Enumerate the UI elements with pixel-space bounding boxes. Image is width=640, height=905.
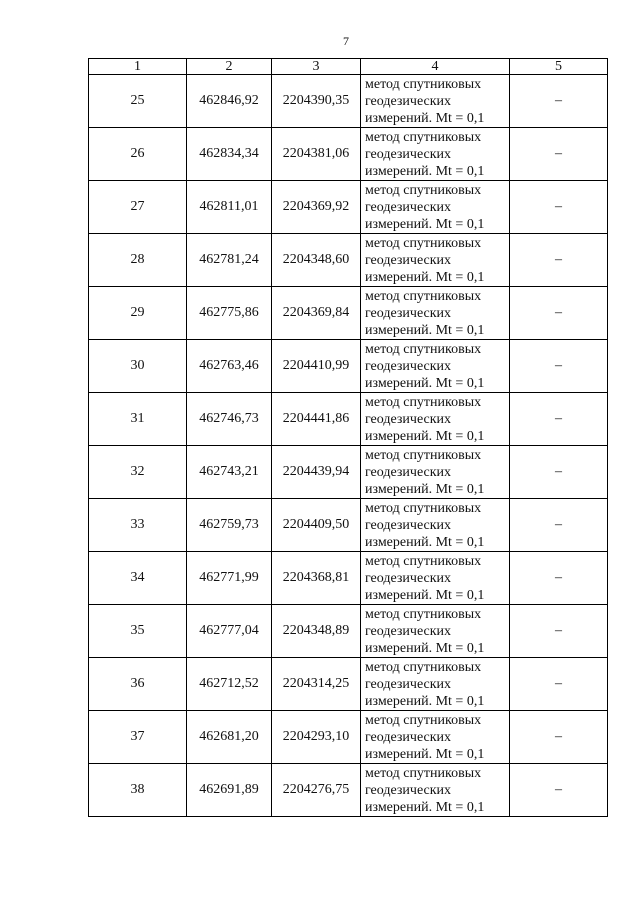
note-cell: – (510, 287, 608, 340)
method-text-line: метод спутниковых (365, 129, 482, 145)
table-row (89, 393, 608, 446)
x-coordinate-cell: 462846,92 (187, 75, 272, 128)
x-coordinate-cell: 462746,73 (187, 393, 272, 446)
note-cell: – (510, 446, 608, 499)
method-text-line: метод спутниковых (365, 235, 482, 251)
y-coordinate-cell: 2204348,89 (272, 605, 361, 658)
y-coordinate-cell: 2204293,10 (272, 711, 361, 764)
y-coordinate-cell: 2204439,94 (272, 446, 361, 499)
x-coordinate-cell: 462775,86 (187, 287, 272, 340)
method-cell (361, 605, 510, 658)
x-coordinate-cell: 462834,34 (187, 128, 272, 181)
point-number-cell: 33 (89, 499, 187, 552)
method-text-line: измерений. Mt = 0,1 (365, 375, 485, 391)
table-row (89, 340, 608, 393)
table-row (89, 287, 608, 340)
point-number-cell: 31 (89, 393, 187, 446)
method-text-line: измерений. Mt = 0,1 (365, 163, 485, 179)
y-coordinate-cell: 2204369,84 (272, 287, 361, 340)
method-text-line: метод спутниковых (365, 765, 482, 781)
y-coordinate-cell: 2204348,60 (272, 234, 361, 287)
point-number-cell: 26 (89, 128, 187, 181)
method-text-line: геодезических (365, 411, 452, 427)
method-text-line: измерений. Mt = 0,1 (365, 534, 485, 550)
method-cell (361, 287, 510, 340)
y-coordinate-cell: 2204369,92 (272, 181, 361, 234)
method-text-line: геодезических (365, 623, 452, 639)
point-number-cell: 36 (89, 658, 187, 711)
note-cell: – (510, 75, 608, 128)
method-text-line: измерений. Mt = 0,1 (365, 269, 485, 285)
point-number-cell: 29 (89, 287, 187, 340)
method-text-line: измерений. Mt = 0,1 (365, 428, 485, 444)
method-text-line: измерений. Mt = 0,1 (365, 799, 485, 815)
method-text-line: геодезических (365, 517, 452, 533)
table-row (89, 75, 608, 128)
method-text-line: метод спутниковых (365, 288, 482, 304)
page-number: 7 (343, 34, 349, 48)
point-number-cell: 35 (89, 605, 187, 658)
method-text-line: измерений. Mt = 0,1 (365, 746, 485, 762)
method-text-line: метод спутниковых (365, 182, 482, 198)
table-row (89, 552, 608, 605)
method-cell (361, 234, 510, 287)
method-text-line: метод спутниковых (365, 606, 482, 622)
table-row (89, 605, 608, 658)
method-text-line: геодезических (365, 252, 452, 268)
method-text-line: метод спутниковых (365, 341, 482, 357)
method-text-line: измерений. Mt = 0,1 (365, 110, 485, 126)
header-col-5: 5 (510, 59, 608, 75)
note-cell: – (510, 340, 608, 393)
method-text-line: геодезических (365, 199, 452, 215)
note-cell: – (510, 234, 608, 287)
method-text-line: геодезических (365, 358, 452, 374)
header-col-3: 3 (272, 59, 361, 75)
x-coordinate-cell: 462811,01 (187, 181, 272, 234)
note-cell: – (510, 499, 608, 552)
method-text-line: геодезических (365, 570, 452, 586)
note-cell: – (510, 128, 608, 181)
method-cell (361, 340, 510, 393)
method-text-line: измерений. Mt = 0,1 (365, 481, 485, 497)
table-body (89, 75, 608, 817)
method-cell (361, 764, 510, 817)
method-text-line: метод спутниковых (365, 394, 482, 410)
method-text-line: геодезических (365, 93, 452, 109)
x-coordinate-cell: 462777,04 (187, 605, 272, 658)
method-cell (361, 499, 510, 552)
y-coordinate-cell: 2204410,99 (272, 340, 361, 393)
table-row (89, 234, 608, 287)
method-text-line: метод спутниковых (365, 659, 482, 675)
y-coordinate-cell: 2204314,25 (272, 658, 361, 711)
table-row (89, 658, 608, 711)
coordinates-table (88, 58, 608, 817)
note-cell: – (510, 181, 608, 234)
method-text-line: геодезических (365, 305, 452, 321)
method-cell (361, 128, 510, 181)
x-coordinate-cell: 462763,46 (187, 340, 272, 393)
x-coordinate-cell: 462771,99 (187, 552, 272, 605)
y-coordinate-cell: 2204441,86 (272, 393, 361, 446)
x-coordinate-cell: 462759,73 (187, 499, 272, 552)
method-text-line: измерений. Mt = 0,1 (365, 587, 485, 603)
x-coordinate-cell: 462743,21 (187, 446, 272, 499)
header-col-2: 2 (187, 59, 272, 75)
x-coordinate-cell: 462781,24 (187, 234, 272, 287)
y-coordinate-cell: 2204381,06 (272, 128, 361, 181)
table-row (89, 764, 608, 817)
method-text-line: метод спутниковых (365, 447, 482, 463)
method-text-line: геодезических (365, 676, 452, 692)
point-number-cell: 32 (89, 446, 187, 499)
table-row (89, 499, 608, 552)
note-cell: – (510, 658, 608, 711)
y-coordinate-cell: 2204409,50 (272, 499, 361, 552)
method-cell (361, 393, 510, 446)
x-coordinate-cell: 462691,89 (187, 764, 272, 817)
header-row (89, 59, 608, 75)
point-number-cell: 28 (89, 234, 187, 287)
table-row (89, 181, 608, 234)
x-coordinate-cell: 462712,52 (187, 658, 272, 711)
point-number-cell: 30 (89, 340, 187, 393)
table-row (89, 446, 608, 499)
y-coordinate-cell: 2204368,81 (272, 552, 361, 605)
method-cell (361, 75, 510, 128)
header-col-4: 4 (361, 59, 510, 75)
method-text-line: метод спутниковых (365, 712, 482, 728)
table-row (89, 711, 608, 764)
note-cell: – (510, 552, 608, 605)
header-col-1: 1 (89, 59, 187, 75)
point-number-cell: 25 (89, 75, 187, 128)
method-text-line: геодезических (365, 782, 452, 798)
method-text-line: геодезических (365, 146, 452, 162)
method-text-line: геодезических (365, 729, 452, 745)
method-cell (361, 181, 510, 234)
method-cell (361, 658, 510, 711)
table-header (89, 59, 608, 75)
point-number-cell: 38 (89, 764, 187, 817)
method-text-line: геодезических (365, 464, 452, 480)
note-cell: – (510, 605, 608, 658)
point-number-cell: 37 (89, 711, 187, 764)
y-coordinate-cell: 2204276,75 (272, 764, 361, 817)
point-number-cell: 34 (89, 552, 187, 605)
method-text-line: измерений. Mt = 0,1 (365, 216, 485, 232)
method-text-line: измерений. Mt = 0,1 (365, 693, 485, 709)
y-coordinate-cell: 2204390,35 (272, 75, 361, 128)
x-coordinate-cell: 462681,20 (187, 711, 272, 764)
method-text-line: измерений. Mt = 0,1 (365, 640, 485, 656)
point-number-cell: 27 (89, 181, 187, 234)
table-row (89, 128, 608, 181)
method-text-line: измерений. Mt = 0,1 (365, 322, 485, 338)
note-cell: – (510, 764, 608, 817)
method-text-line: метод спутниковых (365, 76, 482, 92)
method-text-line: метод спутниковых (365, 553, 482, 569)
method-cell (361, 711, 510, 764)
method-cell (361, 446, 510, 499)
method-text-line: метод спутниковых (365, 500, 482, 516)
method-cell (361, 552, 510, 605)
note-cell: – (510, 393, 608, 446)
note-cell: – (510, 711, 608, 764)
